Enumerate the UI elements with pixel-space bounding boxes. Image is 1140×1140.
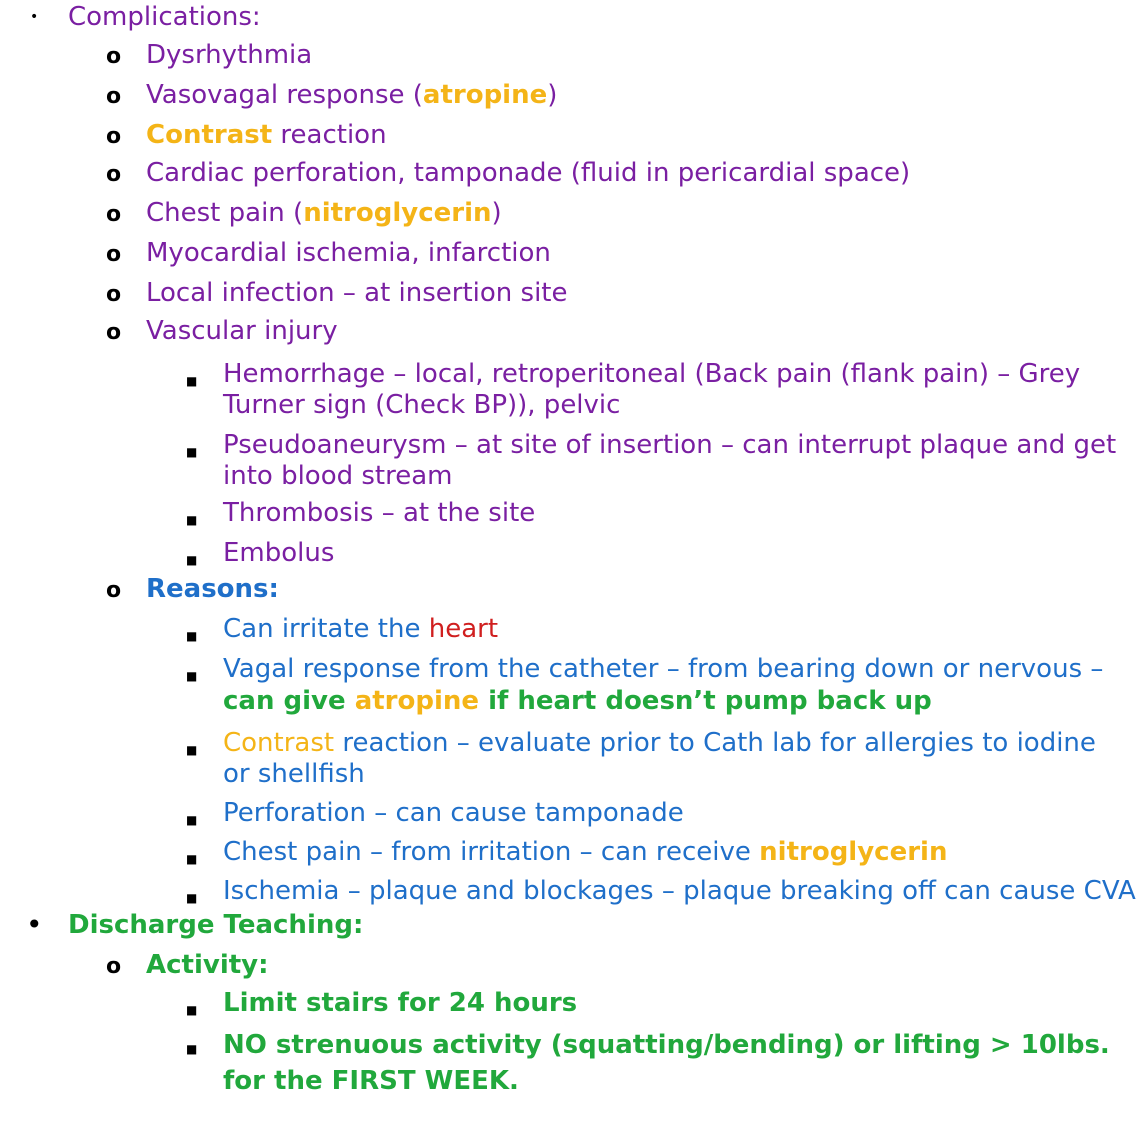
reason-item bbox=[223, 837, 947, 868]
complication-item bbox=[146, 198, 502, 229]
reason-item bbox=[223, 614, 498, 645]
vascular-subitem: Embolus bbox=[223, 538, 335, 568]
reason-text: Vagal response from the catheter – from bearing down or nervous – bbox=[223, 654, 1104, 684]
reasons-heading: Reasons: bbox=[146, 574, 279, 604]
highlight-atropine: atropine bbox=[354, 686, 480, 716]
bullet-square: ■ bbox=[186, 891, 198, 905]
highlight-nitroglycerin: nitroglycerin bbox=[759, 837, 948, 867]
bullet-circle: o bbox=[106, 202, 122, 227]
complication-item: Vascular injury bbox=[146, 316, 338, 346]
reason-text: Chest pain – from irritation – can receive bbox=[223, 837, 760, 867]
activity-item bbox=[223, 1027, 1118, 1099]
complication-text: ) bbox=[491, 198, 502, 228]
complication-text: reaction bbox=[272, 120, 387, 150]
complication-item: Cardiac perforation, tamponade (fluid in pericardial space) bbox=[146, 158, 911, 188]
bullet-square: ■ bbox=[186, 1003, 198, 1017]
bullet-circle: o bbox=[106, 282, 122, 307]
bullet-square: ■ bbox=[186, 629, 198, 643]
vascular-subitem: Thrombosis – at the site bbox=[223, 498, 536, 528]
activity-text: NO strenuous activity (squatting/bending) or lifting > 10lbs. for the bbox=[223, 1030, 1110, 1096]
bullet-square: ■ bbox=[186, 445, 198, 459]
activity-emphasis: FIRST WEEK. bbox=[331, 1066, 519, 1096]
complication-text: ) bbox=[547, 80, 558, 110]
activity-heading: Activity: bbox=[146, 950, 269, 980]
vascular-subitem: Hemorrhage – local, retroperitoneal (Back pain (flank pain) – Grey Turner sign (Check BP)), pelvic bbox=[223, 359, 1081, 420]
green-text: can give bbox=[223, 686, 355, 716]
bullet-circle: o bbox=[106, 44, 122, 69]
complication-item: Myocardial ischemia, infarction bbox=[146, 238, 551, 268]
bullet-circle: o bbox=[106, 242, 122, 267]
bullet-circle: o bbox=[106, 84, 122, 109]
discharge-heading: Discharge Teaching: bbox=[68, 910, 364, 940]
bullet-circle: o bbox=[106, 124, 122, 149]
highlight-contrast: Contrast bbox=[146, 120, 273, 150]
reason-item: Perforation – can cause tamponade bbox=[223, 798, 684, 828]
bullet-dot: • bbox=[30, 9, 39, 25]
complication-text: Chest pain ( bbox=[146, 198, 304, 228]
complications-heading: Complications: bbox=[68, 2, 261, 32]
bullet-square: ■ bbox=[186, 1042, 198, 1056]
complication-item bbox=[146, 80, 557, 111]
reason-item bbox=[223, 654, 1103, 717]
complication-item: Dysrhythmia bbox=[146, 40, 313, 70]
activity-item: Limit stairs for 24 hours bbox=[223, 988, 578, 1018]
vascular-subitem: Pseudoaneurysm – at site of insertion – can interrupt plaque and get into blood stream bbox=[223, 430, 1117, 491]
reason-text: Can irritate the bbox=[223, 614, 429, 644]
highlight-contrast: Contrast bbox=[223, 728, 335, 758]
bullet-dot: • bbox=[26, 908, 43, 941]
reason-item bbox=[223, 728, 1128, 790]
highlight-heart: heart bbox=[428, 614, 499, 644]
bullet-square: ■ bbox=[186, 669, 198, 683]
bullet-square: ■ bbox=[186, 553, 198, 567]
complication-item bbox=[146, 120, 387, 151]
bullet-circle: o bbox=[106, 320, 122, 345]
bullet-circle: o bbox=[106, 954, 122, 979]
bullet-square: ■ bbox=[186, 743, 198, 757]
bullet-square: ■ bbox=[186, 513, 198, 527]
complication-text: Vasovagal response ( bbox=[146, 80, 423, 110]
highlight-atropine: atropine bbox=[422, 80, 548, 110]
highlight-nitroglycerin: nitroglycerin bbox=[303, 198, 492, 228]
reason-text: reaction – evaluate prior to Cath lab for allergies to iodine or shellfish bbox=[223, 728, 1096, 789]
reason-emphasis bbox=[223, 686, 1103, 717]
green-text: if heart doesn’t pump back up bbox=[479, 686, 932, 716]
bullet-circle: o bbox=[106, 162, 122, 187]
bullet-square: ■ bbox=[186, 852, 198, 866]
bullet-square: ■ bbox=[186, 813, 198, 827]
reason-item: Ischemia – plaque and blockages – plaque breaking off can cause CVA bbox=[223, 876, 1136, 906]
bullet-circle: o bbox=[106, 578, 122, 603]
complication-item: Local infection – at insertion site bbox=[146, 278, 568, 308]
bullet-square: ■ bbox=[186, 374, 198, 388]
